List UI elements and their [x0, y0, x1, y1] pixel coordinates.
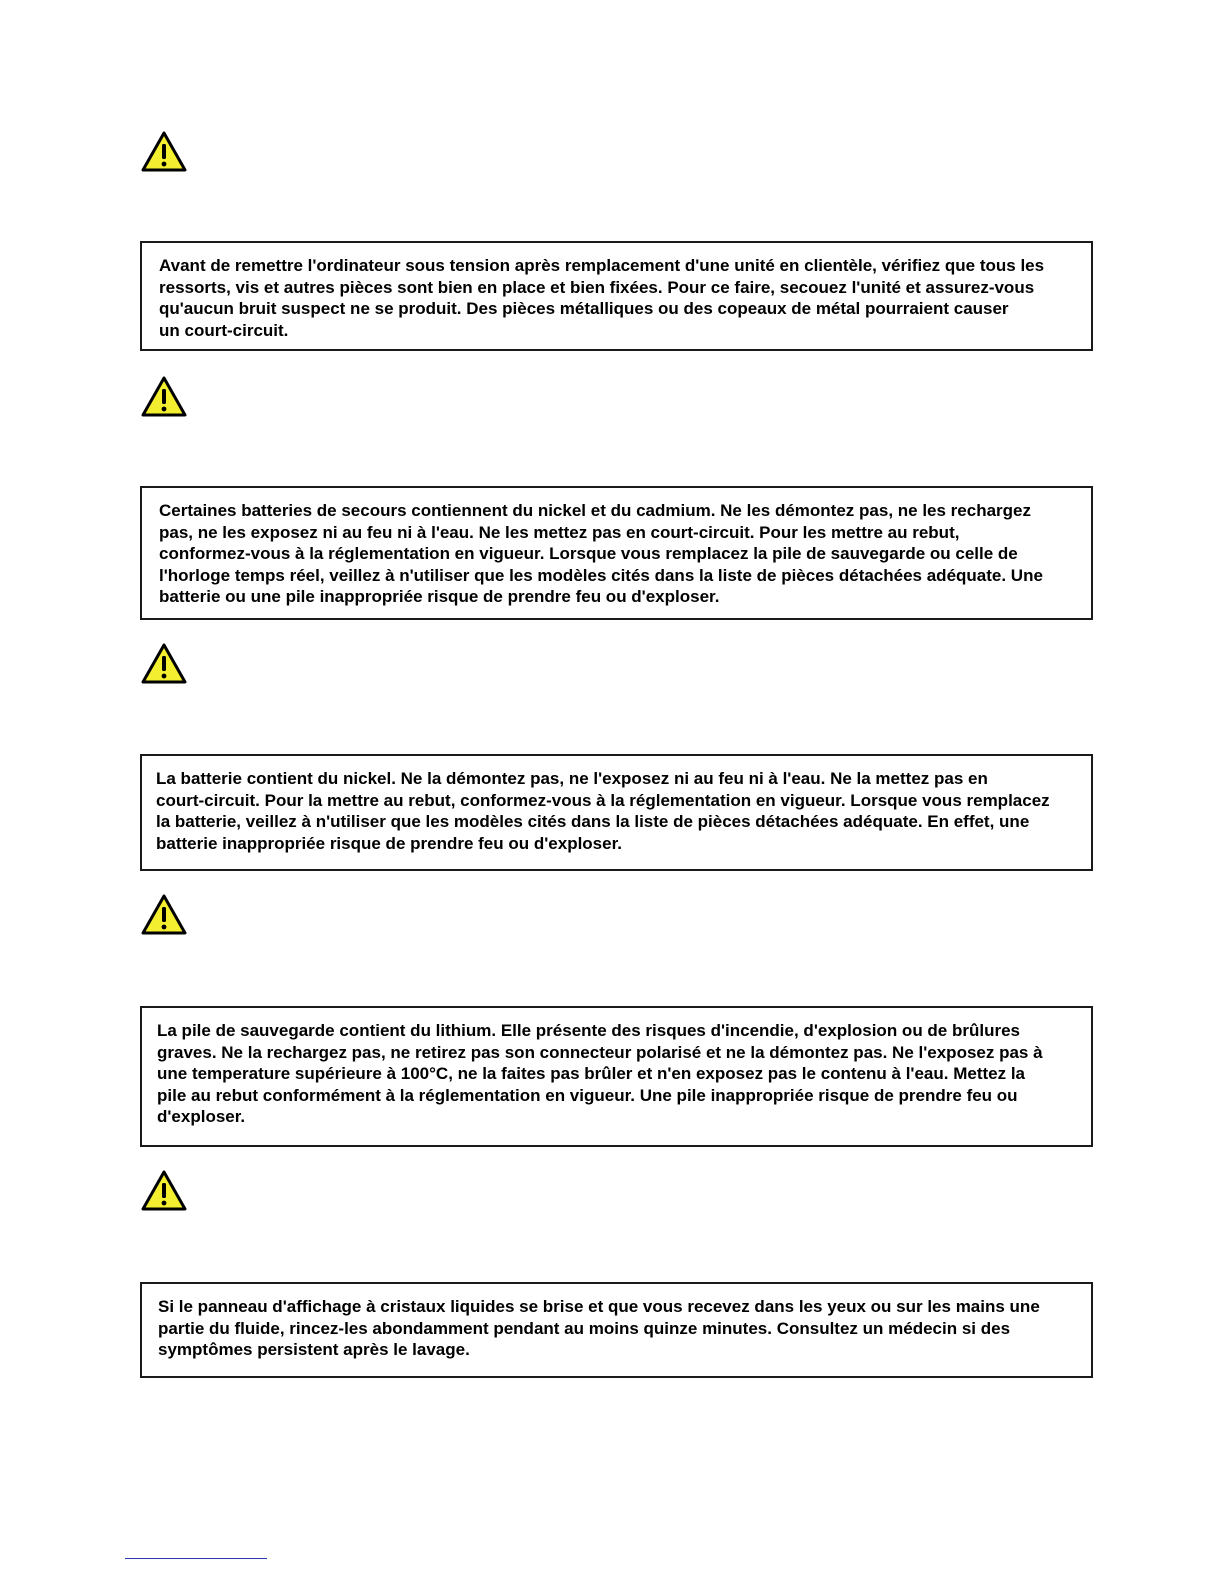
- caution-notice-box: [140, 241, 1093, 351]
- caution-notice-text: La pile de sauvegarde contient du lithium. Elle présente des risques d'incendie, d'explosion ou de brûlures graves. Ne la rechargez pas, ne retirez pas son connecteur polarisé et ne la démontez pas. Ne l'exposez pas à une temperature supérieure à 100°C, ne la faites pas brûler et n'en exposez pas le contenu à l'eau. Mettez la pile au rebut conformément à la réglementation en vigueur. Une pile inappropriée risque de prendre feu ou d'exploser.: [157, 1021, 1043, 1126]
- warning-triangle-icon: [140, 130, 188, 174]
- warning-triangle-icon: [140, 642, 188, 686]
- caution-notice-text: Certaines batteries de secours contiennent du nickel et du cadmium. Ne les démontez pas, ne les rechargez pas, ne les exposez ni au feu ni à l'eau. Ne les mettez pas en court-circuit. Pour les mettre au rebut, conformez-vous à la réglementation en vigueur. Lorsque vous remplacez la pile de sauvegarde ou celle de l'horloge temps réel, veillez à n'utiliser que les modèles cités dans la liste de pièces détachées adéquate. Une batterie ou une pile inappropriée risque de prendre feu ou d'exploser.: [159, 501, 1043, 606]
- caution-notice-box: [140, 754, 1093, 871]
- footer-rule: [125, 1558, 267, 1559]
- warning-triangle-icon: [140, 375, 188, 419]
- caution-notice-box: [140, 1282, 1093, 1378]
- caution-notice-text: Si le panneau d'affichage à cristaux liquides se brise et que vous recevez dans les yeux ou sur les mains une partie du fluide, rincez-les abondamment pendant au moins quinze minutes. Consultez un médecin si des symptômes persistent après le lavage.: [158, 1297, 1040, 1359]
- caution-notice-text: Avant de remettre l'ordinateur sous tension après remplacement d'une unité en clientèle, vérifiez que tous les ressorts, vis et autres pièces sont bien en place et bien fixées. Pour ce faire, secouez l'unité et assurez-vous qu'aucun bruit suspect ne se produit. Des pièces métalliques ou des copeaux de métal pourraient causer un court-circuit.: [159, 256, 1045, 340]
- caution-notice-box: [140, 486, 1093, 620]
- warning-triangle-icon: [140, 1169, 188, 1213]
- caution-notice-text: La batterie contient du nickel. Ne la démontez pas, ne l'exposez ni au feu ni à l'eau. Ne la mettez pas en court-circuit. Pour la mettre au rebut, conformez-vous à la réglementation en vigueur. Lorsque vous remplacez la batterie, veillez à n'utiliser que les modèles cités dans la liste de pièces détachées adéquate. En effet, une batterie inappropriée risque de prendre feu ou d'exploser.: [156, 769, 1050, 853]
- warning-triangle-icon: [140, 893, 188, 937]
- caution-notice-box: [140, 1006, 1093, 1147]
